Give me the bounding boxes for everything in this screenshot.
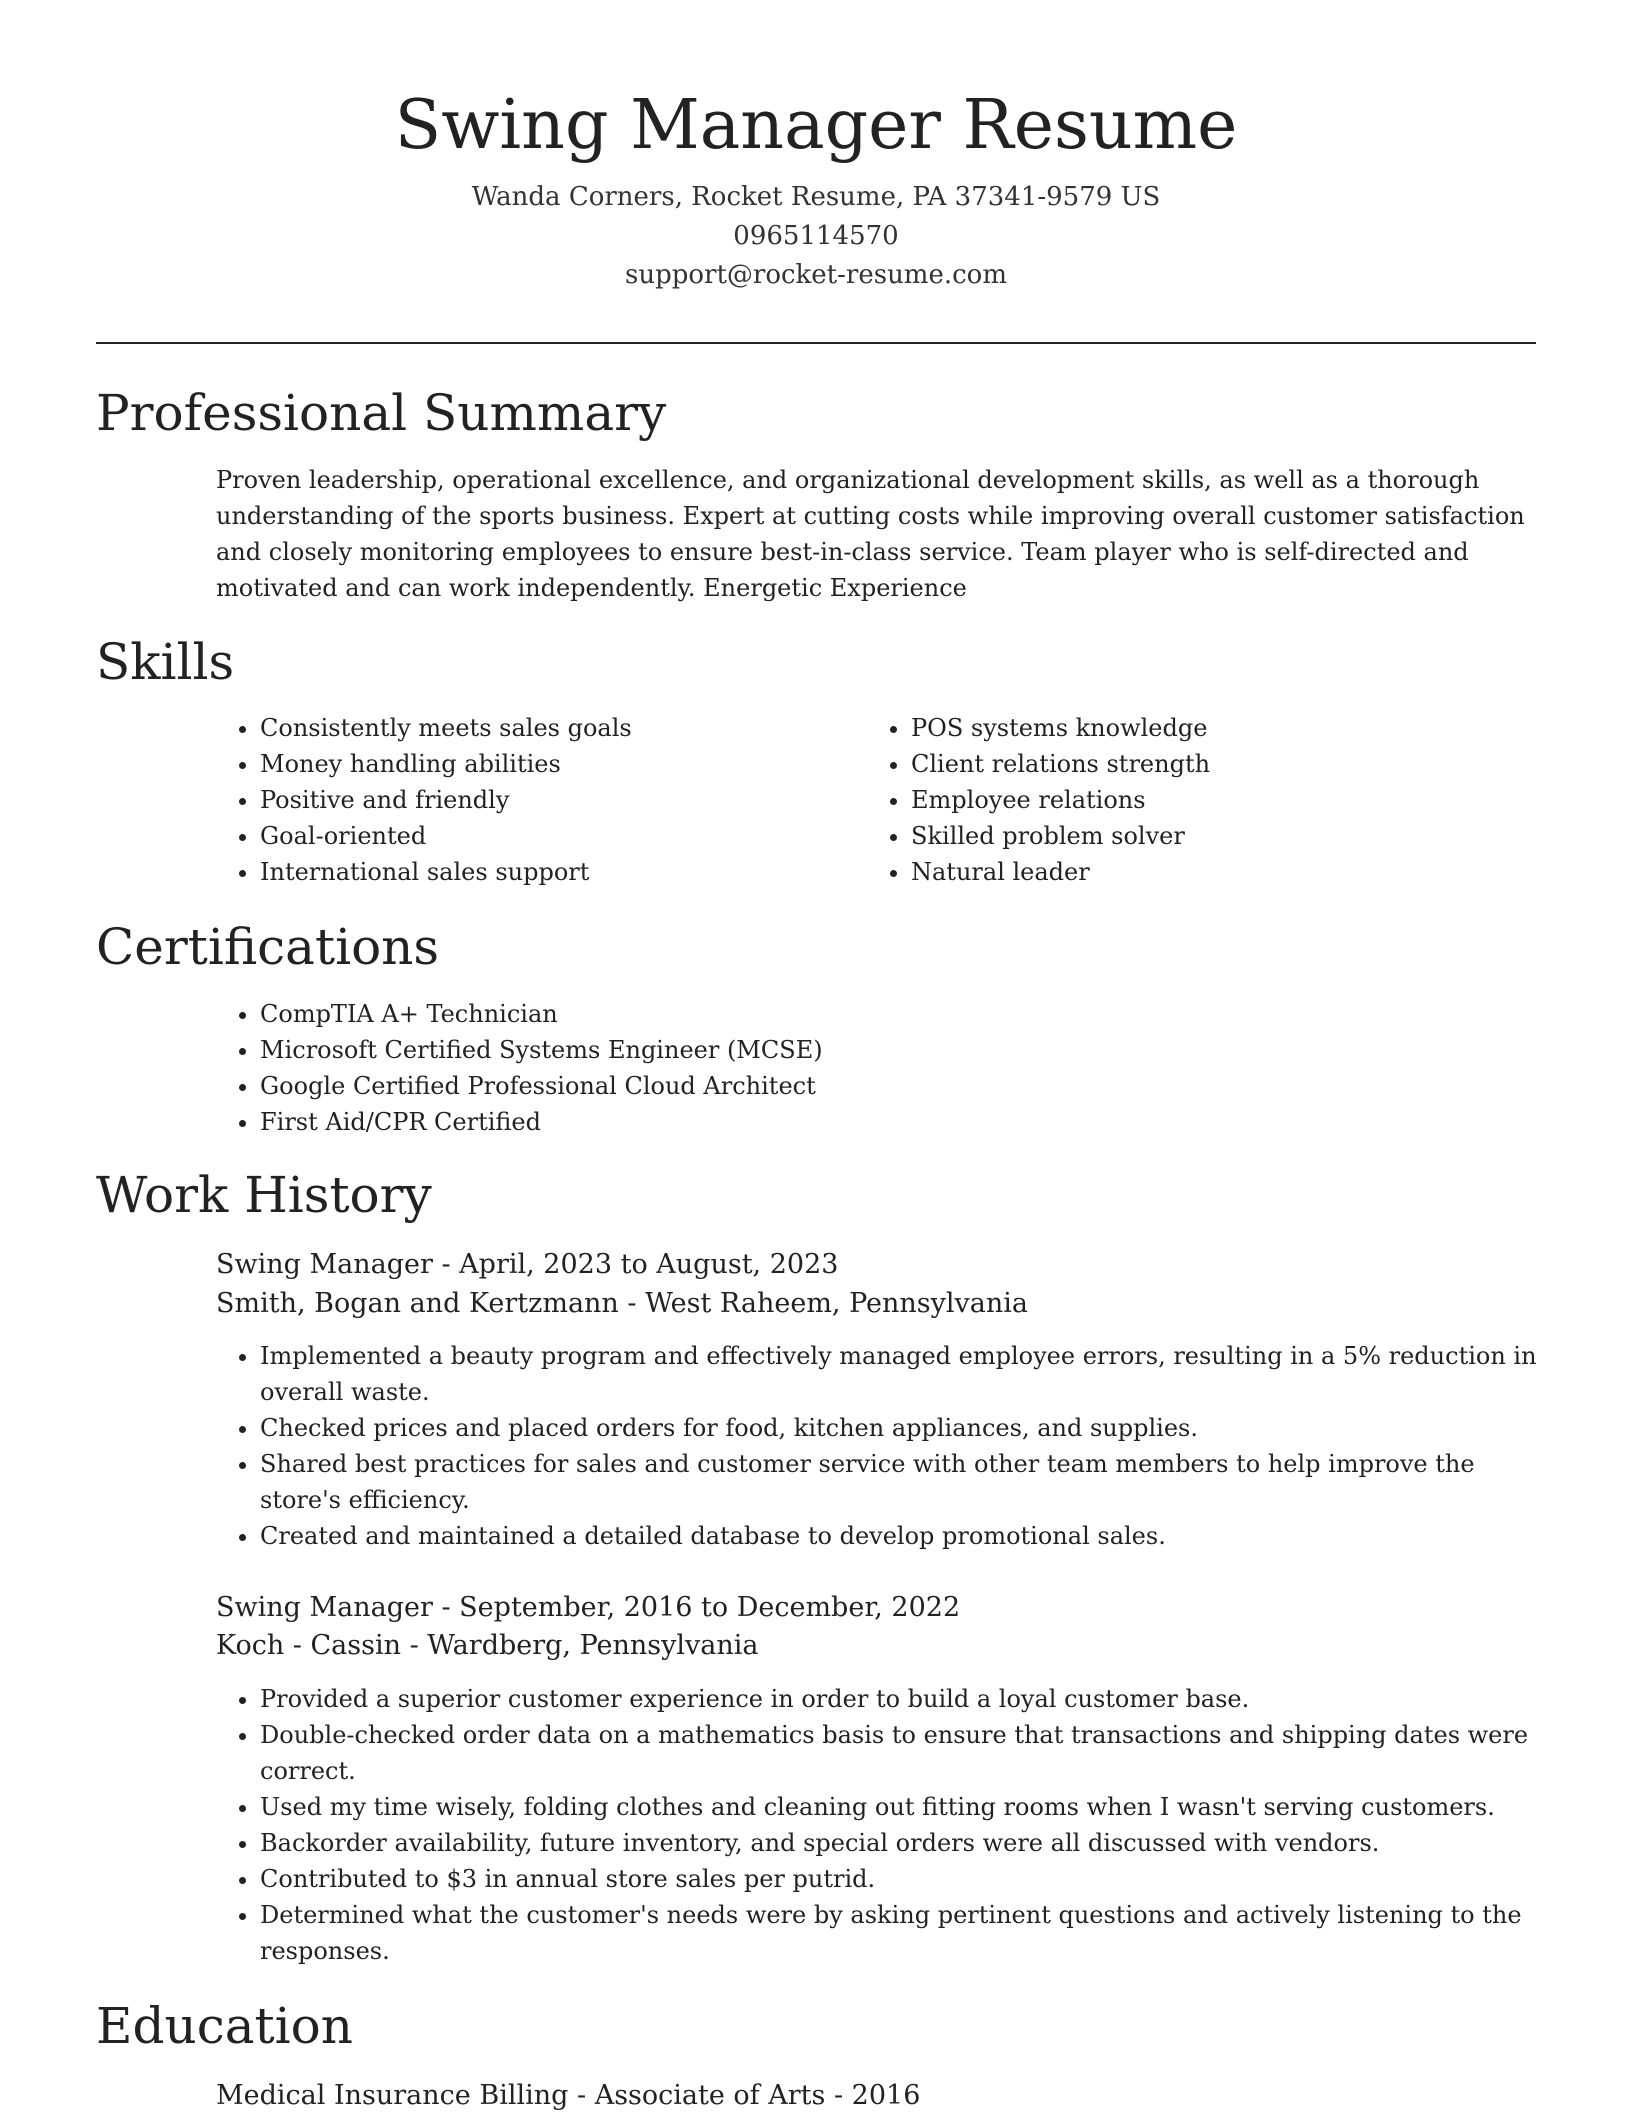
skill-item: • Employee relations: [911, 782, 1511, 818]
job-bullets: [216, 1681, 1560, 1969]
resume-header: [0, 82, 1632, 295]
skill-item: • Client relations strength: [911, 746, 1511, 782]
skills-heading: Skills: [96, 633, 235, 691]
job-bullets: [216, 1338, 1560, 1554]
certification-item: • Google Certified Professional Cloud Architect: [260, 1068, 1360, 1104]
skill-item: • Money handling abilities: [260, 746, 860, 782]
skill-item: • Goal-oriented: [260, 818, 860, 854]
job-bullet: • Contributed to $3 in annual store sales per putrid.: [260, 1861, 1560, 1897]
job-bullet: • Checked prices and placed orders for food, kitchen appliances, and supplies.: [260, 1410, 1560, 1446]
skills-list-right: [867, 710, 1511, 890]
job-bullet: • Provided a superior customer experience in order to build a loyal customer base.: [260, 1681, 1560, 1717]
job-title-line: Swing Manager - September, 2016 to December, 2022: [216, 1592, 961, 1623]
certification-item: • First Aid/CPR Certified: [260, 1104, 1360, 1140]
job-company-line: Smith, Bogan and Kertzmann - West Raheem, Pennsylvania: [216, 1288, 1029, 1319]
certification-item: • CompTIA A+ Technician: [260, 996, 1360, 1032]
skill-item: • International sales support: [260, 854, 860, 890]
job-bullet: • Used my time wisely, folding clothes and cleaning out fitting rooms when I wasn't serving customers.: [260, 1789, 1560, 1825]
job-title-line: Swing Manager - April, 2023 to August, 2023: [216, 1249, 839, 1280]
education-heading: Education: [96, 1997, 353, 2055]
certifications-list: [216, 996, 1360, 1140]
job-bullet: • Double-checked order data on a mathematics basis to ensure that transactions and shipping dates were correct.: [260, 1717, 1560, 1789]
contact-email: support@rocket-resume.com: [624, 260, 1007, 290]
skill-item: • Positive and friendly: [260, 782, 860, 818]
education-entry: Medical Insurance Billing - Associate of Arts - 2016: [216, 2080, 921, 2111]
job-bullet: • Shared best practices for sales and customer service with other team members to help improve the store's efficiency.: [260, 1446, 1560, 1518]
header-divider: [96, 342, 1536, 344]
skills-list-left: [216, 710, 860, 890]
job-bullet: • Backorder availability, future inventory, and special orders were all discussed with vendors.: [260, 1825, 1560, 1861]
skill-item: • Natural leader: [911, 854, 1511, 890]
skill-item: • Skilled problem solver: [911, 818, 1511, 854]
skill-item: • Consistently meets sales goals: [260, 710, 860, 746]
resume-title: Swing Manager Resume: [394, 86, 1238, 165]
job-bullet: • Implemented a beauty program and effectively managed employee errors, resulting in a 5% reduction in overall waste.: [260, 1338, 1560, 1410]
certifications-heading: Certifications: [96, 918, 440, 976]
contact-info: [0, 178, 1632, 295]
contact-phone: 0965114570: [733, 221, 899, 251]
summary-heading: Professional Summary: [96, 384, 667, 442]
work-history-heading: Work History: [96, 1166, 432, 1224]
skill-item: • POS systems knowledge: [911, 710, 1511, 746]
job-company-line: Koch - Cassin - Wardberg, Pennsylvania: [216, 1630, 759, 1661]
summary-text: Proven leadership, operational excellence, and organizational development skills, as well as a thorough understanding of the sports business. Expert at cutting costs while improving overall customer satisfaction and closely monitoring employees to ensure best-in-class service. Team player who is self-directed and motivated and can work independently. Energetic Experience: [216, 466, 1525, 602]
certification-item: • Microsoft Certified Systems Engineer (MCSE): [260, 1032, 1360, 1068]
job-bullet: • Determined what the customer's needs were by asking pertinent questions and actively listening to the responses.: [260, 1897, 1560, 1969]
job-bullet: • Created and maintained a detailed database to develop promotional sales.: [260, 1518, 1560, 1554]
contact-address: Wanda Corners, Rocket Resume, PA 37341-9579 US: [471, 182, 1161, 212]
